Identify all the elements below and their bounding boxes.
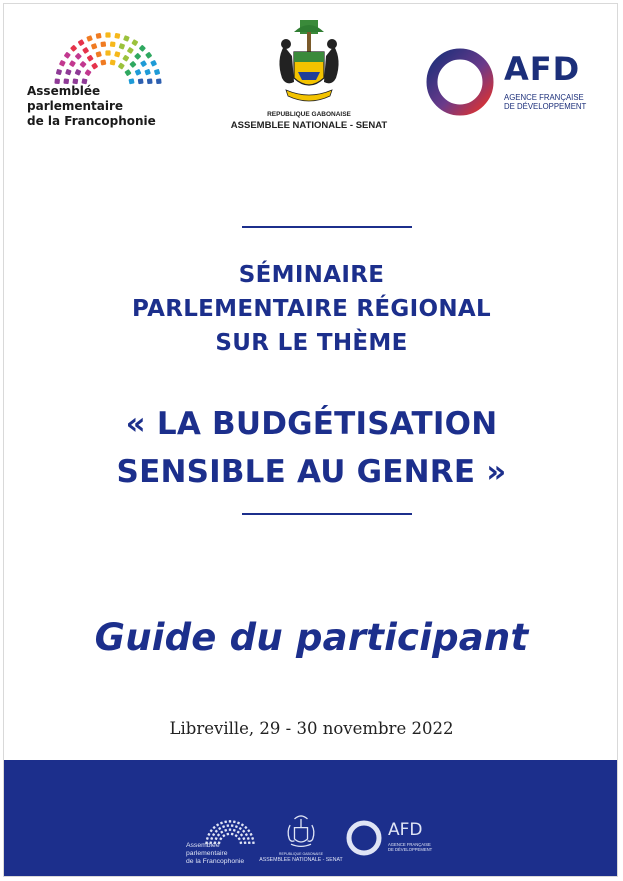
hemicycle-seat [144, 69, 151, 76]
title-line-3: SUR LE THÈME [215, 330, 408, 356]
footer-band [4, 760, 618, 877]
footer-afd-line-1: AGENCE FRANÇAISE [388, 842, 431, 847]
hemicycle-seat [114, 33, 120, 39]
hemicycle-seat [224, 829, 227, 832]
footer-afd-ring-icon [344, 818, 384, 858]
hemicycle-seat [220, 830, 223, 833]
hemicycle-seat [244, 826, 247, 829]
guide-title: Guide du participant [94, 616, 529, 659]
footer-afd-logo [344, 818, 454, 860]
footer-afd-line-2: DE DÉVELOPPEMENT [388, 847, 433, 852]
footer-republic-label: REPUBLIQUE GABONAISE [278, 852, 324, 856]
hemicycle-seat [229, 828, 231, 830]
hemicycle-seat [219, 837, 222, 840]
hemicycle-seat [249, 833, 252, 836]
seminar-title [4, 258, 618, 360]
hemicycle-seat [123, 35, 130, 42]
hemicycle-seat [242, 837, 245, 840]
footer-afd-acronym: AFD [388, 820, 423, 840]
hemicycle-seat [65, 69, 72, 76]
hemicycle-seat [251, 837, 254, 840]
hemicycle-seat [86, 35, 93, 42]
hemicycle-seat [237, 830, 240, 833]
hemicycle-seat [235, 825, 238, 828]
hemicycle-seat [87, 55, 94, 62]
footer-assembly-label: ASSEMBLEE NATIONALE - SENAT [259, 857, 343, 863]
hemicycle-seat [237, 821, 240, 824]
hemicycle-seat [215, 830, 218, 833]
hemicycle-seat [56, 69, 62, 75]
hemicycle-seat [222, 834, 225, 837]
hemicycle-seat [84, 69, 91, 76]
hemicycle-seat [145, 52, 152, 59]
hemicycle-seat [105, 32, 110, 37]
hemicycle-seat [207, 833, 210, 836]
title-line-2: PARLEMENTAIRE RÉGIONAL [132, 296, 491, 322]
hemicycle-seat [212, 826, 215, 829]
hemicycle-seat [241, 823, 244, 826]
afd-line-1: AGENCE FRANÇAISE [504, 93, 584, 102]
hemicycle-seat [105, 50, 110, 55]
hemicycle-seat [118, 62, 125, 69]
hemicycle-seat [75, 53, 82, 60]
hemicycle-seat [217, 833, 220, 836]
hemicycle-seat [238, 837, 241, 840]
hemicycle-seat [100, 41, 106, 47]
hemicycle-seat [229, 820, 231, 822]
hemicycle-seat [233, 820, 236, 823]
hemicycle-seat [140, 60, 147, 67]
theme-line-2: SENSIBLE AU GENRE » [116, 454, 507, 490]
hemicycle-seat [135, 69, 142, 76]
hemicycle-seat [212, 833, 215, 836]
theme-line-1: « LA BUDGÉTISATION [125, 406, 498, 442]
seminar-theme [4, 400, 618, 496]
hemicycle-seat [218, 827, 221, 830]
hemicycle-seat [245, 833, 248, 836]
hemicycle-seat [78, 39, 85, 46]
place-and-date: Libreville, 29 - 30 novembre 2022 [169, 719, 454, 738]
afd-ring-icon [422, 44, 498, 120]
hemicycle-seat [82, 47, 89, 54]
footer-apf-line-2: parlementaire [186, 850, 228, 857]
hemicycle-seat [110, 59, 116, 65]
hemicycle-seat [222, 825, 225, 828]
hemicycle-seat [134, 53, 141, 60]
afd-line-2: DE DÉVELOPPEMENT [504, 102, 587, 111]
apf-hemicycle-icon [43, 28, 173, 88]
hemicycle-seat [231, 824, 234, 827]
hemicycle-seat [124, 69, 131, 76]
hemicycle-seat [96, 33, 102, 39]
assembly-label: ASSEMBLEE NATIONALE - SENAT [230, 120, 388, 131]
hemicycle-seat [95, 51, 101, 57]
hemicycle-seat [224, 820, 227, 823]
hemicycle-seat [91, 62, 98, 69]
hemicycle-seat [240, 833, 243, 836]
hemicycle-seat [215, 837, 218, 840]
hemicycle-seat [110, 41, 116, 47]
hemicycle-seat [69, 60, 76, 67]
afd-acronym: AFD [504, 50, 581, 88]
hemicycle-seat [79, 61, 86, 68]
hemicycle-seat [247, 837, 250, 840]
hemicycle-seat [220, 821, 223, 824]
hemicycle-seat [91, 43, 98, 50]
hemicycle-seat [119, 43, 126, 50]
top-divider [242, 226, 412, 228]
hemicycle-seat [239, 827, 242, 830]
hemicycle-seat [100, 59, 106, 65]
apf-line-3: de la Francophonie [27, 114, 156, 128]
hemicycle-seat [210, 829, 213, 832]
apf-line-1: Assemblée [27, 84, 101, 98]
republic-label: REPUBLIQUE GABONAISE [267, 111, 351, 118]
document-page [3, 3, 618, 877]
title-line-1: SÉMINAIRE [238, 262, 385, 288]
hemicycle-seat [231, 833, 234, 836]
apf-line-2: parlementaire [27, 99, 124, 113]
hemicycle-seat [139, 45, 146, 52]
footer-gabon-emblem [256, 812, 346, 868]
hemicycle-seat [234, 834, 237, 837]
hemicycle-seat [233, 829, 236, 832]
hemicycle-seat [114, 51, 120, 57]
footer-apf-line-1: Assemblée [186, 842, 220, 849]
footer-coat-of-arms-icon [281, 812, 321, 852]
hemicycle-seat [247, 829, 250, 832]
footer-apf-line-3: de la Francophonie [186, 858, 245, 865]
afd-logo [422, 44, 612, 124]
hemicycle-seat [122, 55, 129, 62]
hemicycle-seat [210, 837, 213, 840]
hemicycle-seat [64, 52, 71, 59]
hemicycle-seat [206, 837, 209, 840]
hemicycle-seat [216, 823, 219, 826]
hemicycle-seat [75, 69, 82, 76]
hemicycle-seat [154, 69, 160, 75]
hemicycle-seat [127, 47, 134, 54]
hemicycle-seat [242, 830, 245, 833]
coat-of-arms-icon [264, 16, 354, 108]
hemicycle-seat [227, 824, 230, 827]
hemicycle-seat [150, 60, 157, 67]
hemicycle-seat [70, 45, 77, 52]
hemicycle-seat [59, 60, 66, 67]
hemicycle-seat [131, 39, 138, 46]
hemicycle-seat [129, 61, 136, 68]
footer-apf-logo [186, 818, 266, 868]
hemicycle-seat [226, 833, 229, 836]
bottom-divider [242, 513, 412, 515]
apf-logo [19, 28, 179, 138]
gabon-emblem [219, 16, 399, 136]
